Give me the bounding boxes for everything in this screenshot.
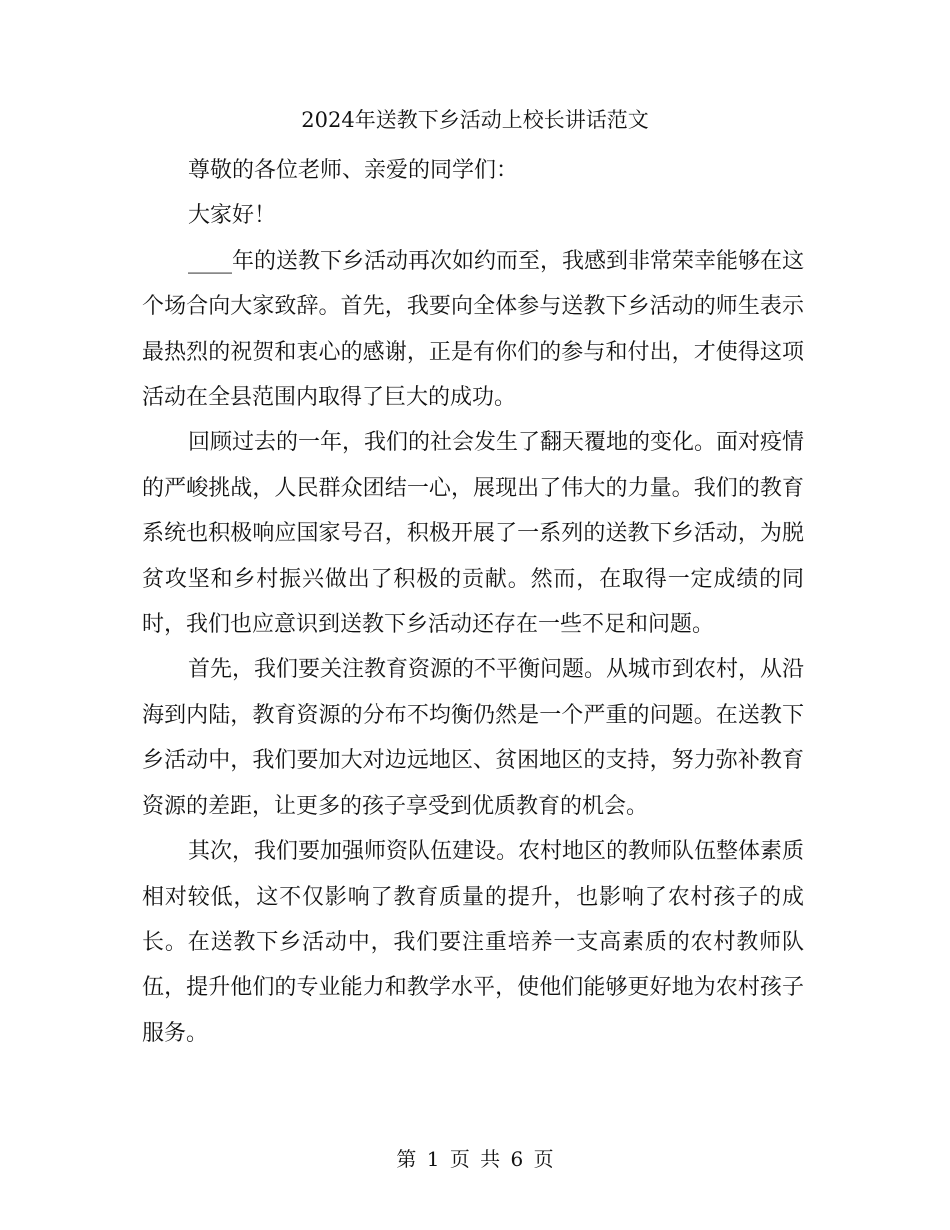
paragraph-salutation: 尊敬的各位老师、亲爱的同学们： xyxy=(188,158,519,183)
document-title: 2024年送教下乡活动上校长讲话范文 xyxy=(301,108,649,132)
paragraph-greeting: 大家好！ xyxy=(188,203,277,229)
paragraph-review: 回顾过去的一年，我们的社会发生了翻天覆地的变化。面对疫情的严峻挑战，人民群众团结一心，展现出了伟大的力量。我们的教育系统也积极响应国家号召，积极开展了一系列的送教下乡活动，为脱贫攻坚和乡村振兴做出了积极的贡献。然而，在取得一定成绩的同时，我们也应意识到送教下乡活动还存在一些不足和问题。 xyxy=(142,430,805,638)
paragraph-teachers: 其次，我们要加强师资队伍建设。农村地区的教师队伍整体素质相对较低，这不仅影响了教育质量的提升，也影响了农村孩子的成长。在送教下乡活动中，我们要注重培养一支高素质的农村教师队伍，提升他们的专业能力和教学水平，使他们能够更好地为农村孩子服务。 xyxy=(142,839,805,1046)
document-body xyxy=(142,148,804,1056)
paragraph-opening: ____年的送教下乡活动再次如约而至，我感到非常荣幸能够在这个场合向大家致辞。首先，我要向全体参与送教下乡活动的师生表示最热烈的祝贺和衷心的感谢，正是有你们的参与和付出，才使得这项活动在全县范围内取得了巨大的成功。 xyxy=(142,248,805,411)
paragraph-resources: 首先，我们要关注教育资源的不平衡问题。从城市到农村，从沿海到内陆，教育资源的分布不均衡仍然是一个严重的问题。在送教下乡活动中，我们要加大对边远地区、贫困地区的支持，努力弥补教育资源的差距，让更多的孩子享受到优质教育的机会。 xyxy=(142,657,805,819)
page-number-footer: 第 1 页 共 6 页 xyxy=(396,1147,554,1171)
